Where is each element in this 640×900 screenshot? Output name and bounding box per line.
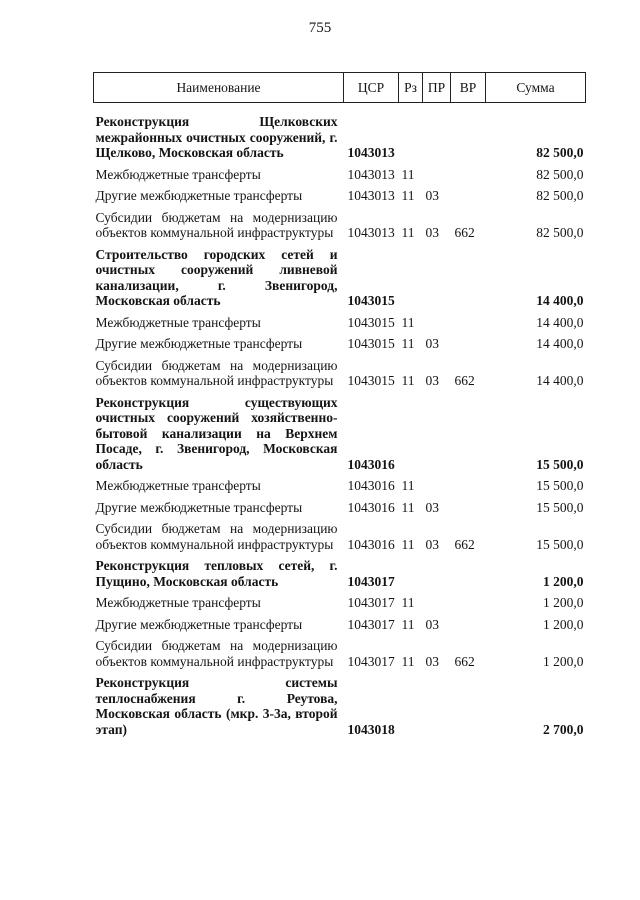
table-row <box>94 185 586 207</box>
cell-sum: 14 400,0 <box>536 314 584 330</box>
cell-rz: 11 <box>401 616 415 632</box>
cell-sum: 82 500,0 <box>536 145 584 160</box>
cell-vr <box>451 333 486 355</box>
cell-vr <box>451 497 486 519</box>
cell-vr <box>451 185 486 207</box>
cell-csr: 1043013 <box>347 166 395 182</box>
cell-csr: 1043017 <box>347 653 395 669</box>
cell-vr <box>451 392 486 476</box>
table-row-item <box>94 244 586 312</box>
cell-csr: 1043018 <box>347 721 395 737</box>
cell-pr <box>423 312 451 334</box>
cell-vr <box>451 312 486 334</box>
cell-sum: 1 200,0 <box>543 653 584 669</box>
table-row <box>94 497 586 519</box>
cell-pr: 03 <box>425 225 439 240</box>
cell-rz <box>399 672 423 740</box>
cell-rz: 11 <box>401 595 415 610</box>
cell-rz <box>399 244 423 312</box>
header-vr: ВР <box>451 73 486 103</box>
cell-pr: 03 <box>425 336 439 351</box>
cell-sum: 82 500,0 <box>536 188 584 203</box>
cell-sum: 1 200,0 <box>543 595 584 610</box>
table-row <box>94 635 586 672</box>
cell-pr: 03 <box>425 188 439 203</box>
cell-vr: 662 <box>454 536 475 552</box>
cell-sum: 2 700,0 <box>543 721 584 737</box>
cell-pr <box>423 672 451 740</box>
cell-csr: 1043013 <box>347 145 395 160</box>
table-row-item <box>94 672 586 740</box>
cell-rz <box>399 555 423 592</box>
spacer-cell <box>94 103 586 112</box>
table-row <box>94 312 586 334</box>
table-row <box>94 475 586 497</box>
cell-rz: 11 <box>401 188 415 203</box>
cell-name: Другие межбюджетные трансферты <box>95 188 303 203</box>
cell-name: Субсидии бюджетам на модернизацию объектов коммунальной инфраструктуры <box>95 209 338 240</box>
cell-rz: 11 <box>401 653 415 669</box>
cell-sum: 1 200,0 <box>543 616 584 632</box>
table-row <box>94 592 586 614</box>
cell-pr <box>423 555 451 592</box>
cell-rz <box>399 111 423 164</box>
cell-rz: 11 <box>401 166 415 182</box>
cell-vr: 662 <box>454 653 475 669</box>
cell-vr <box>451 164 486 186</box>
cell-rz: 11 <box>401 225 415 240</box>
cell-sum: 82 500,0 <box>536 166 584 182</box>
cell-vr <box>451 592 486 614</box>
cell-name: Строительство городских сетей и очистных сооружений ливневой канализации, г. Звенигород, Московская область <box>95 246 338 308</box>
table-row <box>94 207 586 244</box>
cell-name: Субсидии бюджетам на модернизацию объектов коммунальной инфраструктуры <box>95 521 338 552</box>
cell-sum: 14 400,0 <box>536 373 584 388</box>
cell-pr: 03 <box>425 499 439 515</box>
cell-vr <box>451 244 486 312</box>
cell-csr: 1043015 <box>347 373 395 388</box>
cell-vr: 662 <box>454 373 475 388</box>
cell-pr <box>423 475 451 497</box>
header-rz: Рз <box>399 73 423 103</box>
cell-pr <box>423 592 451 614</box>
cell-sum: 15 500,0 <box>536 456 584 472</box>
cell-rz: 11 <box>401 314 415 330</box>
cell-sum: 15 500,0 <box>536 478 584 493</box>
cell-name: Реконструкция Щелковских межрайонных очистных сооружений, г. Щелково, Московская область <box>95 114 338 160</box>
header-csr: ЦСР <box>344 73 399 103</box>
cell-pr <box>423 111 451 164</box>
cell-sum: 14 400,0 <box>536 336 584 351</box>
cell-name: Межбюджетные трансферты <box>95 478 261 493</box>
table-header <box>94 73 586 103</box>
cell-csr: 1043017 <box>347 595 395 610</box>
cell-csr: 1043015 <box>347 314 395 330</box>
cell-name: Межбюджетные трансферты <box>95 314 261 330</box>
table-row <box>94 518 586 555</box>
cell-name: Межбюджетные трансферты <box>95 166 261 182</box>
cell-vr <box>451 555 486 592</box>
cell-csr: 1043016 <box>347 478 395 493</box>
table-row-item <box>94 555 586 592</box>
budget-table <box>93 72 586 740</box>
page-number: 755 <box>308 20 332 36</box>
cell-csr: 1043016 <box>347 536 395 552</box>
table-row <box>94 355 586 392</box>
cell-sum: 14 400,0 <box>536 293 584 308</box>
cell-name: Другие межбюджетные трансферты <box>95 499 303 515</box>
table-spacer <box>94 103 586 112</box>
cell-rz: 11 <box>401 336 415 351</box>
cell-name: Другие межбюджетные трансферты <box>95 616 303 632</box>
cell-csr: 1043017 <box>347 616 395 632</box>
cell-pr <box>423 244 451 312</box>
cell-pr <box>423 164 451 186</box>
cell-csr: 1043015 <box>347 336 395 351</box>
table-row <box>94 164 586 186</box>
cell-vr: 662 <box>454 225 475 240</box>
header-sum: Сумма <box>486 73 586 103</box>
cell-rz: 11 <box>401 499 415 515</box>
cell-vr <box>451 614 486 636</box>
cell-vr <box>451 111 486 164</box>
cell-csr: 1043016 <box>347 499 395 515</box>
table-body <box>94 103 586 741</box>
cell-sum: 15 500,0 <box>536 499 584 515</box>
header-name: Наименование <box>94 73 344 103</box>
cell-name: Другие межбюджетные трансферты <box>95 336 303 351</box>
cell-csr: 1043013 <box>347 225 395 240</box>
cell-pr: 03 <box>425 653 439 669</box>
cell-name: Реконструкция системы теплоснабжения г. Реутова, Московская область (мкр. 3-3а, второй этап) <box>95 675 338 737</box>
cell-pr: 03 <box>425 616 439 632</box>
cell-sum: 82 500,0 <box>536 225 584 240</box>
cell-pr: 03 <box>425 373 439 388</box>
cell-vr <box>451 672 486 740</box>
cell-name: Субсидии бюджетам на модернизацию объектов коммунальной инфраструктуры <box>95 357 338 388</box>
cell-pr <box>423 392 451 476</box>
table-row-item <box>94 111 586 164</box>
cell-vr <box>451 475 486 497</box>
cell-rz: 11 <box>401 478 415 493</box>
cell-sum: 15 500,0 <box>536 536 584 552</box>
cell-csr: 1043015 <box>347 293 395 308</box>
cell-csr: 1043017 <box>347 573 395 589</box>
cell-csr: 1043016 <box>347 456 395 472</box>
table-row-item <box>94 392 586 476</box>
table-row <box>94 333 586 355</box>
cell-pr: 03 <box>425 536 439 552</box>
cell-sum: 1 200,0 <box>543 573 584 589</box>
header-pr: ПР <box>423 73 451 103</box>
cell-rz: 11 <box>401 373 415 388</box>
header-row <box>94 73 586 103</box>
cell-csr: 1043013 <box>347 188 395 203</box>
cell-name: Реконструкция тепловых сетей, г. Пущино, Московская область <box>95 558 338 589</box>
table-row <box>94 614 586 636</box>
cell-name: Межбюджетные трансферты <box>95 595 261 610</box>
cell-name: Субсидии бюджетам на модернизацию объектов коммунальной инфраструктуры <box>95 638 338 669</box>
cell-rz: 11 <box>401 536 415 552</box>
cell-rz <box>399 392 423 476</box>
cell-name: Реконструкция существующих очистных сооружений хозяйственно-бытовой канализации на Верхнем Посаде, г. Звенигород, Московская область <box>95 394 338 472</box>
